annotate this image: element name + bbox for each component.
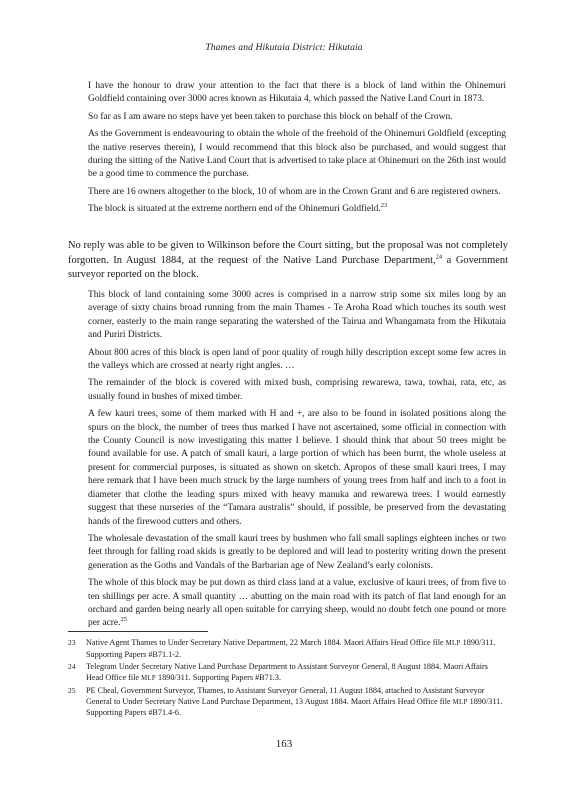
footnote-text-part: Native Agent Thames to Under Secretary Native Department, 22 March 1884. Maori Affairs Head Office file: [86, 638, 446, 647]
body-text-part: a Government surveyor reported on the block.: [68, 254, 508, 281]
footnote-text-part: Telegram Under Secretary Native Land Purchase Department to Assistant Surveyor General, 8 August 1884. Maori Affairs Head Office file: [86, 662, 488, 682]
quote-paragraph: I have the honour to draw your attention to the fact that there is a block of land within the Ohinemuri Goldfield containing over 3000 acres known as Hikutaia 4, which passed the Native Land Court in 1873.: [88, 81, 506, 105]
footnote-number: 25: [68, 686, 76, 695]
block-quote-survey-report: [88, 289, 506, 631]
quote-paragraph: About 800 acres of this block is open land of poor quality of rough hilly description except some few acres in the valleys which are crossed at nearly right angles. …: [88, 347, 506, 372]
body-text-part: No reply was able to be given to Wilkinson before the Court sitting, but the proposal was not completely forgotten. In August 1884, at the request of the Native Land Purchase Department,: [68, 240, 508, 266]
footnote-ref: 24: [435, 253, 443, 261]
page-number: 163: [275, 738, 293, 750]
footnote-text: [86, 662, 506, 684]
quote-text: The whole of this block may be put down as third class land at a value, exclusive of kauri trees, of from five to ten shillings per acre. A small quantity … abutting on the main road with its patch of flat land enough for an orchard and garden being nearly all open suitable for carrying sheep, would no doubt fetch one pound or more per acre.: [88, 578, 507, 629]
footnote-number: 23: [68, 638, 76, 647]
quote-paragraph: [88, 203, 506, 216]
footnote-text-part: 1890/311. Supporting Papers #B71.3.: [155, 672, 281, 682]
footnote-ref: 23: [380, 202, 388, 210]
footnote-smallcaps: MLP: [141, 674, 156, 682]
quote-paragraph: So far as I am aware no steps have yet been taken to purchase this block on behalf of the Crown.: [88, 111, 453, 122]
quote-paragraph: There are 16 owners altogether to the block, 10 of whom are in the Crown Grant and 6 are registered owners.: [88, 186, 501, 197]
footnote-divider: [68, 631, 208, 632]
block-quote-wilkinson: [88, 80, 506, 217]
main-paragraph: [68, 239, 508, 283]
quote-paragraph: The remainder of the block is covered with mixed bush, comprising rewarewa, tawa, towhai, rata, etc, as usually found in bushes of mixed timber.: [88, 378, 506, 402]
footnote-ref: 25: [120, 616, 127, 624]
quote-text: The block is situated at the extreme northern end of the Ohinemuri Goldfield.: [88, 204, 381, 215]
quote-paragraph: As the Government is endeavouring to obtain the whole of the freehold of the Ohinemuri Goldfield (excepting the native reserves therein), I would recommend that this block also be purchased, and would suggest that during the sitting of the Native Land Court that is advertised to take place at Ohinemuri on the 26th inst would be a good time to commence the purchase.: [88, 129, 506, 180]
running-header: Thames and Hikutaia District: Hikutaia: [205, 42, 363, 53]
footnote-smallcaps: MLP: [452, 698, 468, 706]
footnote-text-part: 1890/311. Supporting Papers #B71.4-6.: [86, 696, 503, 718]
quote-paragraph: [88, 577, 506, 631]
footnote-text-part: PE Cheal, Government Surveyor, Thames, to Assistant Surveyor General, 11 August 1884, attached to Assistant Surveyor General to Under Secretary Native Land Purchase Department, 13 August 1884. Maori Affairs Head Office file: [86, 686, 485, 706]
quote-paragraph: The wholesale devastation of the small kauri trees by bushmen who fall small saplings eighteen inches or two feet through for falling road skids is greatly to be deplored and will lead to posterity writing down the present generation as the Goths and Vandals of the Barbarian age of New Zealand’s early colonists.: [88, 533, 506, 571]
footnote-text: [86, 638, 506, 660]
footnote-text-part: 1890/311. Supporting Papers #B71.1-2.: [86, 638, 496, 659]
quote-paragraph: This block of land containing some 3000 acres is comprised in a narrow strip some six miles long by an average of sixty chains broad running from the main Thames - Te Aroha Road which touches its south west corner, easterly to the main range separating the watershed of the Tairua and Whangamata from the Hikutaia and Puriri Districts.: [88, 290, 506, 341]
footnote-smallcaps: MLP: [445, 640, 461, 647]
body-text: [68, 239, 508, 283]
quote-paragraph: A few kauri trees, some of them marked with H and +, are also to be found in isolated positions along the spurs on the block, the number of trees thus marked I have not ascertained, some official in connection with the County Council is now investigating this matter I believe. I should think that about 50 trees might be found available for use. A patch of small kauri, a large portion of which has been burnt, the whole useless at present for commercial purposes, is situated as shown on sketch. Apropos of these small kauri trees, I may here remark that I have been much struck by the large numbers of young trees from half and inch to a foot in diameter that clothe the leading spurs mixed with heavy manuka and rewarewa trees. I would earnestly suggest that these nurseries of the “Tamara australis” should, if possible, be preserved from the devastating hands of the firewood cutters and others.: [88, 409, 506, 527]
footnote-text: [86, 686, 506, 719]
footnote-number: 24: [68, 662, 76, 671]
